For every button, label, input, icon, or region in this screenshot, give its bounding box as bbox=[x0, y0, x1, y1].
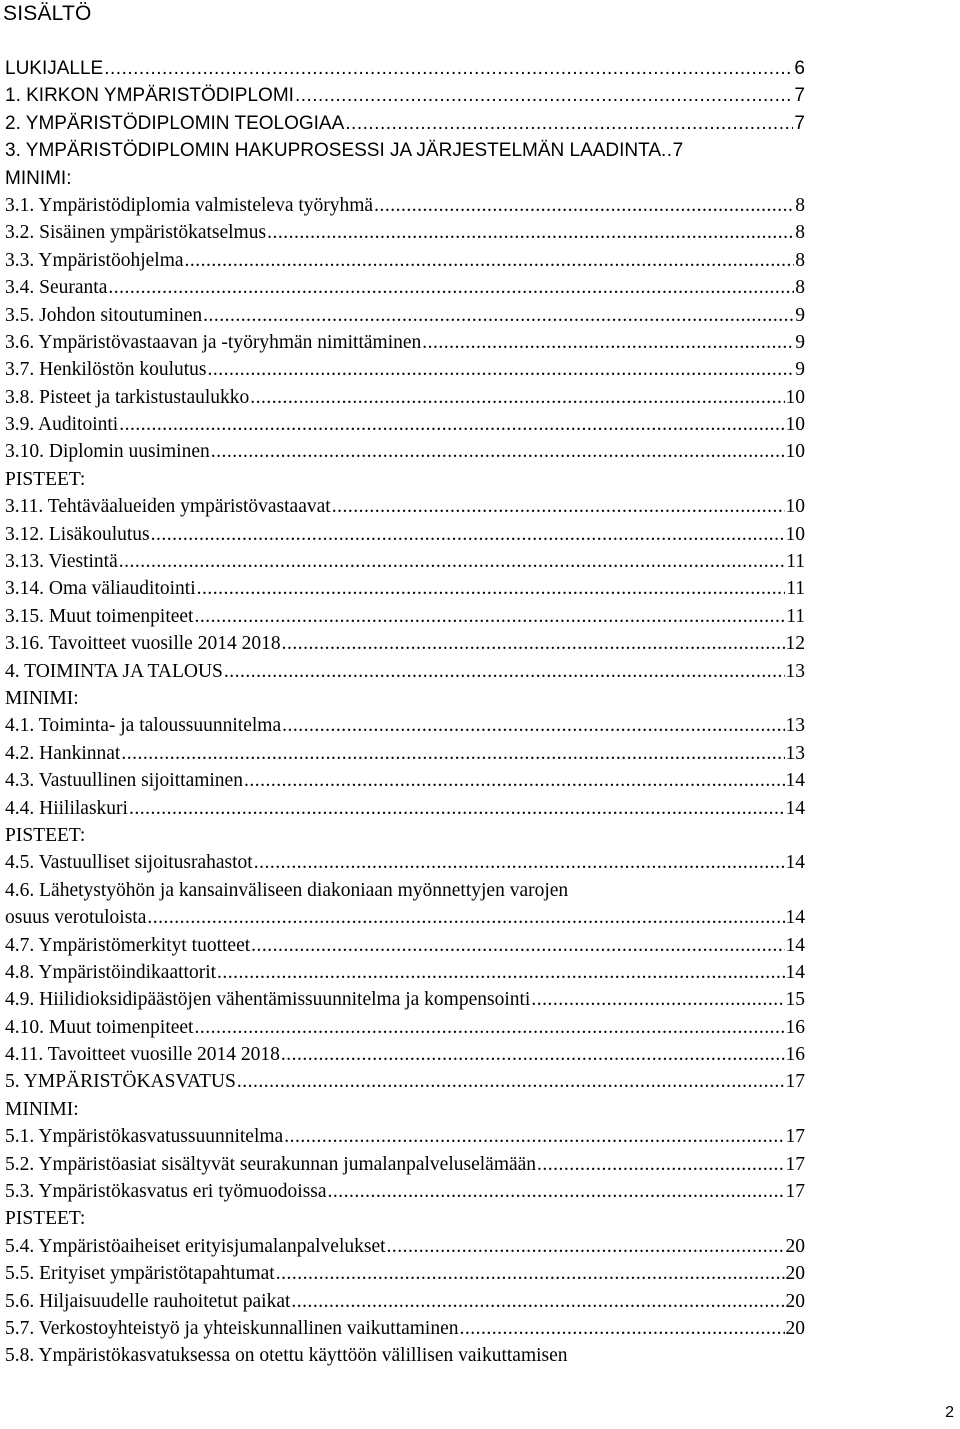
toc-entry-label: 3.13. Viestintä bbox=[5, 551, 118, 573]
toc-entry[interactable] bbox=[5, 411, 805, 438]
toc-dot-leader bbox=[197, 575, 786, 602]
toc-dot-leader bbox=[244, 767, 785, 794]
toc-entry[interactable] bbox=[5, 384, 805, 411]
toc-dot-leader bbox=[251, 932, 784, 959]
toc-entry-page: 14 bbox=[785, 770, 805, 792]
toc-entry-page: 20 bbox=[785, 1290, 805, 1312]
toc-dot-leader bbox=[295, 82, 793, 109]
toc-entry[interactable] bbox=[5, 521, 805, 548]
toc-entry[interactable] bbox=[5, 1233, 805, 1260]
table-of-contents bbox=[5, 55, 805, 1370]
toc-entry[interactable] bbox=[5, 1178, 805, 1205]
toc-dot-leader bbox=[460, 1315, 785, 1342]
toc-entry-page: 11 bbox=[786, 605, 805, 627]
toc-dot-leader bbox=[254, 849, 785, 876]
toc-entry-page: 15 bbox=[785, 989, 805, 1011]
toc-entry[interactable] bbox=[5, 603, 805, 630]
toc-entry-label: 3.14. Oma väliauditointi bbox=[5, 578, 196, 600]
toc-entry[interactable] bbox=[5, 849, 805, 876]
toc-entry[interactable] bbox=[5, 986, 805, 1013]
toc-entry-page: 17 bbox=[785, 1153, 805, 1175]
toc-entry-page: 9 bbox=[795, 331, 805, 353]
toc-entry-page: 17 bbox=[785, 1126, 805, 1148]
toc-entry[interactable] bbox=[5, 630, 805, 657]
toc-entry-label: 5.7. Verkostoyhteistyö ja yhteiskunnallinen vaikuttaminen bbox=[5, 1317, 459, 1339]
toc-dot-leader bbox=[208, 356, 795, 383]
toc-entry-label: 3.16. Tavoitteet vuosille 2014 2018 bbox=[5, 633, 281, 655]
toc-entry-label: 4.8. Ympäristöindikaattorit bbox=[5, 961, 217, 983]
toc-entry-label: MINIMI: bbox=[5, 687, 79, 709]
toc-entry-label: MINIMI: bbox=[5, 1098, 79, 1120]
toc-entry[interactable] bbox=[5, 932, 805, 959]
toc-entry-label: 3.4. Seuranta bbox=[5, 277, 108, 299]
toc-entry-page: 10 bbox=[785, 414, 805, 436]
toc-entry[interactable] bbox=[5, 1288, 805, 1315]
toc-entry-label: 1. KIRKON YMPÄRISTÖDIPLOMI bbox=[5, 85, 294, 107]
toc-entry-label: 4.10. Muut toimenpiteet bbox=[5, 1016, 194, 1038]
page-title: SISÄLTÖ bbox=[3, 2, 92, 25]
toc-entry[interactable] bbox=[5, 904, 805, 931]
toc-entry[interactable] bbox=[5, 1068, 805, 1095]
toc-entry-page: 10 bbox=[785, 386, 805, 408]
toc-dot-leader bbox=[104, 55, 793, 82]
toc-entry-label: PISTEET: bbox=[5, 824, 86, 846]
toc-entry[interactable] bbox=[5, 548, 805, 575]
toc-entry-label: 3.6. Ympäristövastaavan ja -työryhmän nimittäminen bbox=[5, 331, 422, 353]
toc-entry-label: 4.3. Vastuullinen sijoittaminen bbox=[5, 770, 243, 792]
toc-dot-leader bbox=[267, 219, 794, 246]
toc-dot-leader bbox=[291, 1288, 784, 1315]
toc-entry[interactable] bbox=[5, 795, 805, 822]
toc-entry-label: 3.1. Ympäristödiplomia valmisteleva työryhmä bbox=[5, 194, 374, 216]
toc-entry-page: 8 bbox=[795, 222, 805, 244]
toc-entry[interactable] bbox=[5, 575, 805, 602]
toc-entry-page: 7 bbox=[794, 85, 805, 107]
toc-dot-leader bbox=[531, 986, 784, 1013]
toc-entry-label: 4.5. Vastuulliset sijoitusrahastot bbox=[5, 852, 253, 874]
toc-dot-leader bbox=[422, 329, 794, 356]
toc-dot-leader bbox=[284, 1123, 784, 1150]
toc-entry-page: 14 bbox=[785, 934, 805, 956]
toc-entry-label: PISTEET: bbox=[5, 1208, 86, 1230]
toc-dot-leader bbox=[119, 548, 785, 575]
toc-entry-label: 3.3. Ympäristöohjelma bbox=[5, 249, 184, 271]
toc-section-heading bbox=[5, 1205, 805, 1232]
toc-dot-leader bbox=[194, 603, 785, 630]
toc-entry-label: LUKIJALLE bbox=[5, 58, 104, 79]
toc-entry-label: 5.2. Ympäristöasiat sisältyvät seurakunnan jumalanpalveluselämään bbox=[5, 1153, 537, 1175]
toc-dot-leader bbox=[332, 493, 785, 520]
toc-entry-page: 12 bbox=[785, 633, 805, 655]
toc-section-heading bbox=[5, 685, 805, 712]
toc-entry[interactable] bbox=[5, 1123, 805, 1150]
toc-entry-page: 13 bbox=[785, 660, 805, 682]
toc-entry-label: 3.7. Henkilöstön koulutus bbox=[5, 359, 207, 381]
toc-dot-leader bbox=[282, 630, 785, 657]
toc-entry-page: 14 bbox=[785, 797, 805, 819]
toc-entry-page: 20 bbox=[785, 1235, 805, 1257]
toc-entry-page: 7 bbox=[672, 140, 684, 162]
toc-dot-leader bbox=[129, 795, 785, 822]
toc-entry-label: 3.9. Auditointi bbox=[5, 414, 119, 436]
toc-entry-page: 16 bbox=[785, 1016, 805, 1038]
toc-entry[interactable] bbox=[5, 356, 805, 383]
toc-entry-page: 14 bbox=[785, 852, 805, 874]
toc-entry-label: PISTEET: bbox=[5, 468, 86, 490]
toc-entry-page: 11 bbox=[786, 551, 805, 573]
toc-entry[interactable] bbox=[5, 192, 805, 219]
toc-entry-label: 4.2. Hankinnat bbox=[5, 742, 121, 764]
toc-entry-page: 6 bbox=[794, 58, 805, 79]
toc-entry[interactable] bbox=[5, 658, 805, 685]
toc-dot-leader bbox=[119, 411, 784, 438]
toc-entry-page: 9 bbox=[795, 304, 805, 326]
toc-entry[interactable] bbox=[5, 302, 805, 329]
toc-entry[interactable] bbox=[5, 1014, 805, 1041]
toc-dot-leader bbox=[374, 192, 794, 219]
toc-entry[interactable] bbox=[5, 247, 805, 274]
toc-entry-page: 20 bbox=[785, 1263, 805, 1285]
toc-entry-label: 4.7. Ympäristömerkityt tuotteet bbox=[5, 934, 251, 956]
toc-entry[interactable] bbox=[5, 110, 805, 137]
toc-entry-label: 3.10. Diplomin uusiminen bbox=[5, 441, 210, 463]
toc-entry-page: 14 bbox=[785, 907, 805, 929]
toc-entry-label: 3.12. Lisäkoulutus bbox=[5, 523, 150, 545]
toc-entry-label: 3. YMPÄRISTÖDIPLOMIN HAKUPROSESSI JA JÄRJESTELMÄN LAADINTA bbox=[5, 140, 662, 162]
toc-entry-label: 4. TOIMINTA JA TALOUS bbox=[5, 660, 223, 682]
toc-entry[interactable] bbox=[5, 1260, 805, 1287]
toc-dot-leader bbox=[121, 740, 784, 767]
toc-entry-label: 4.9. Hiilidioksidipäästöjen vähentämissuunnitelma ja kompensointi bbox=[5, 989, 531, 1011]
toc-section-heading bbox=[5, 165, 805, 192]
toc-entry[interactable] bbox=[5, 712, 805, 739]
toc-entry-page: 16 bbox=[785, 1044, 805, 1066]
toc-entry-page: 8 bbox=[795, 249, 805, 271]
toc-entry[interactable] bbox=[5, 493, 805, 520]
toc-entry[interactable] bbox=[5, 329, 805, 356]
toc-dot-leader bbox=[224, 658, 785, 685]
toc-entry-label: 3.15. Muut toimenpiteet bbox=[5, 605, 194, 627]
toc-entry-label: 5.4. Ympäristöaiheiset erityisjumalanpalvelukset bbox=[5, 1235, 386, 1257]
toc-dot-leader bbox=[211, 438, 785, 465]
toc-entry-label: 5.3. Ympäristökasvatus eri työmuodoissa bbox=[5, 1181, 327, 1203]
toc-dot-leader bbox=[537, 1151, 784, 1178]
toc-entry[interactable] bbox=[5, 1315, 805, 1342]
toc-entry-page: 10 bbox=[785, 523, 805, 545]
toc-entry[interactable] bbox=[5, 1151, 805, 1178]
toc-entry[interactable] bbox=[5, 740, 805, 767]
toc-section-heading bbox=[5, 1096, 805, 1123]
toc-dot-leader bbox=[276, 1260, 785, 1287]
toc-entry[interactable] bbox=[5, 767, 805, 794]
toc-dot-leader bbox=[185, 247, 795, 274]
toc-entry-page: 14 bbox=[785, 961, 805, 983]
toc-dot-leader bbox=[108, 274, 794, 301]
toc-entry-page: 10 bbox=[785, 496, 805, 518]
toc-dot-leader bbox=[282, 712, 784, 739]
toc-entry[interactable] bbox=[5, 82, 805, 109]
toc-dot-leader bbox=[203, 302, 794, 329]
toc-section-heading bbox=[5, 822, 805, 849]
toc-entry-label: 4.4. Hiililaskuri bbox=[5, 797, 128, 819]
toc-entry-label: 5. YMPÄRISTÖKASVATUS bbox=[5, 1071, 236, 1093]
toc-entry-label: MINIMI: bbox=[5, 167, 72, 189]
toc-entry-label: 4.11. Tavoitteet vuosille 2014 2018 bbox=[5, 1044, 280, 1066]
toc-dot-leader bbox=[345, 110, 793, 137]
toc-entry-label: 5.8. Ympäristökasvatuksessa on otettu käyttöön välillisen vaikuttamisen bbox=[5, 1345, 568, 1367]
toc-dot-leader bbox=[217, 959, 784, 986]
toc-dot-leader bbox=[281, 1041, 785, 1068]
toc-entry-label: 5.6. Hiljaisuudelle rauhoitetut paikat bbox=[5, 1290, 291, 1312]
toc-entry-label: 3.2. Sisäinen ympäristökatselmus bbox=[5, 222, 267, 244]
toc-section-heading bbox=[5, 466, 805, 493]
toc-entry-page: 9 bbox=[795, 359, 805, 381]
toc-entry-page: 20 bbox=[785, 1317, 805, 1339]
toc-dot-leader bbox=[387, 1233, 785, 1260]
toc-dot-leader bbox=[147, 904, 784, 931]
toc-dot-leader bbox=[328, 1178, 785, 1205]
toc-entry-page: 13 bbox=[785, 742, 805, 764]
toc-dot-leader: .. bbox=[661, 140, 673, 162]
toc-entry-label: 5.1. Ympäristökasvatussuunnitelma bbox=[5, 1126, 284, 1148]
toc-entry bbox=[5, 1342, 805, 1369]
toc-entry-label: 5.5. Erityiset ympäristötapahtumat bbox=[5, 1263, 275, 1285]
toc-entry-label: 2. YMPÄRISTÖDIPLOMIN TEOLOGIAA bbox=[5, 112, 345, 134]
toc-entry-page: 8 bbox=[795, 277, 805, 299]
toc-entry-label: 4.6. Lähetystyöhön ja kansainväliseen diakoniaan myönnettyjen varojen bbox=[5, 879, 569, 901]
toc-entry-page: 10 bbox=[785, 441, 805, 463]
toc-entry-page: 17 bbox=[785, 1181, 805, 1203]
toc-entry[interactable] bbox=[5, 438, 805, 465]
toc-entry[interactable] bbox=[5, 219, 805, 246]
toc-entry[interactable] bbox=[5, 959, 805, 986]
toc-entry-page: 11 bbox=[786, 578, 805, 600]
toc-entry-label: 4.1. Toiminta- ja taloussuunnitelma bbox=[5, 715, 282, 737]
page-number: 2 bbox=[945, 1404, 954, 1421]
toc-entry[interactable] bbox=[5, 1041, 805, 1068]
toc-dot-leader bbox=[250, 384, 784, 411]
toc-entry-page: 8 bbox=[795, 194, 805, 216]
toc-dot-leader bbox=[194, 1014, 784, 1041]
toc-entry-page: 13 bbox=[785, 715, 805, 737]
toc-entry[interactable] bbox=[5, 55, 805, 82]
toc-entry-label: 3.8. Pisteet ja tarkistustaulukko bbox=[5, 386, 250, 408]
toc-entry bbox=[5, 877, 805, 904]
toc-entry-page: 7 bbox=[794, 112, 805, 134]
toc-entry[interactable] bbox=[5, 274, 805, 301]
toc-entry[interactable] bbox=[5, 137, 805, 164]
toc-entry-page: 17 bbox=[785, 1071, 805, 1093]
toc-entry-label: 3.11. Tehtäväalueiden ympäristövastaavat bbox=[5, 496, 331, 518]
toc-entry-label: 3.5. Johdon sitoutuminen bbox=[5, 304, 203, 326]
toc-entry-label: osuus verotuloista bbox=[5, 907, 147, 929]
toc-dot-leader bbox=[237, 1068, 785, 1095]
toc-dot-leader bbox=[151, 521, 785, 548]
